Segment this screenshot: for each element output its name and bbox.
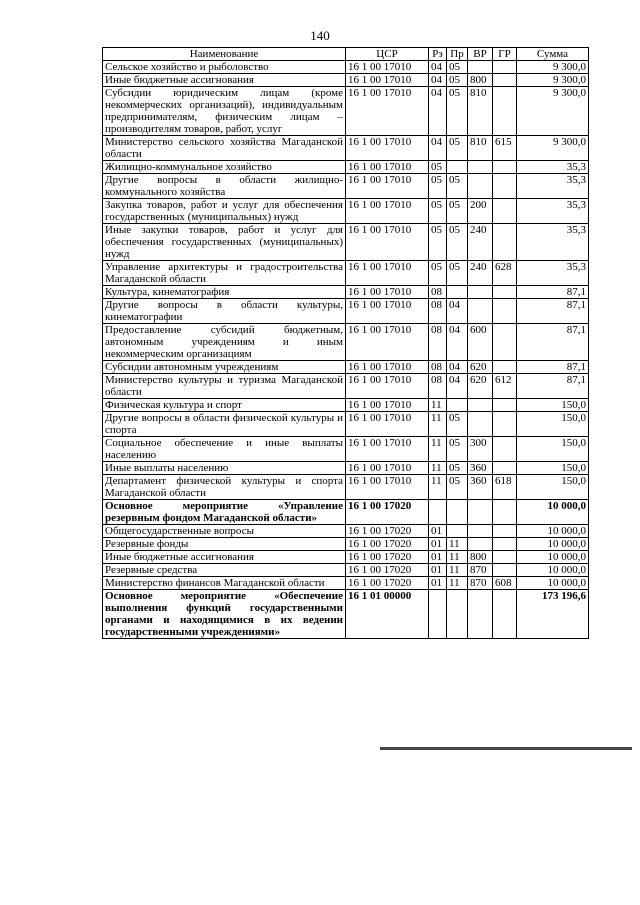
table-row [103,412,589,437]
cell-rz: 11 [429,412,447,437]
cell-rz: 11 [429,399,447,412]
table-body [103,61,589,639]
cell-name: Иные бюджетные ассигнования [103,551,346,564]
table-row [103,261,589,286]
cell-pr: 11 [447,551,468,564]
table-row [103,299,589,324]
cell-pr: 05 [447,437,468,462]
cell-name: Закупка товаров, работ и услуг для обеспечения государственных (муниципальных) нужд [103,199,346,224]
cell-pr: 11 [447,577,468,590]
cell-sum: 87,1 [517,299,589,324]
cell-csr: 16 1 00 17010 [346,61,429,74]
cell-gr [493,161,517,174]
cell-vr: 620 [468,361,493,374]
cell-gr [493,61,517,74]
cell-name: Другие вопросы в области физической культуры и спорта [103,412,346,437]
cell-pr [447,286,468,299]
cell-csr: 16 1 00 17020 [346,564,429,577]
cell-vr: 600 [468,324,493,361]
cell-sum: 87,1 [517,374,589,399]
cell-rz: 04 [429,74,447,87]
cell-vr [468,61,493,74]
table-row [103,174,589,199]
cell-csr: 16 1 00 17010 [346,286,429,299]
cell-sum: 9 300,0 [517,136,589,161]
cell-name: Резервные средства [103,564,346,577]
cell-name: Иные закупки товаров, работ и услуг для обеспечения государственных (муниципальных) нужд [103,224,346,261]
cell-gr [493,525,517,538]
header-sum: Сумма [517,48,589,61]
cell-sum: 150,0 [517,412,589,437]
cell-pr: 05 [447,462,468,475]
table-row [103,590,589,639]
cell-sum: 35,3 [517,224,589,261]
cell-name: Другие вопросы в области культуры, кинематографии [103,299,346,324]
cell-sum: 87,1 [517,324,589,361]
cell-pr [447,161,468,174]
cell-sum: 10 000,0 [517,577,589,590]
table-row [103,577,589,590]
cell-csr: 16 1 01 00000 [346,590,429,639]
cell-gr [493,590,517,639]
cell-name: Иные выплаты населению [103,462,346,475]
cell-vr: 810 [468,136,493,161]
cell-vr: 800 [468,551,493,564]
cell-gr [493,286,517,299]
cell-csr: 16 1 00 17010 [346,361,429,374]
cell-pr: 04 [447,374,468,399]
cell-vr: 240 [468,261,493,286]
cell-vr [468,174,493,199]
cell-vr: 200 [468,199,493,224]
page-number: 140 [310,28,330,43]
header-pr: Пр [447,48,468,61]
cell-csr: 16 1 00 17010 [346,299,429,324]
cell-vr [468,500,493,525]
cell-name: Жилищно-коммунальное хозяйство [103,161,346,174]
table-row [103,462,589,475]
cell-name: Министерство финансов Магаданской области [103,577,346,590]
cell-vr: 800 [468,74,493,87]
table-row [103,500,589,525]
cell-pr: 04 [447,299,468,324]
cell-gr [493,399,517,412]
table-row [103,199,589,224]
cell-rz: 01 [429,564,447,577]
cell-csr: 16 1 00 17010 [346,174,429,199]
cell-name: Культура, кинематография [103,286,346,299]
table-row [103,437,589,462]
header-gr: ГР [493,48,517,61]
cell-csr: 16 1 00 17010 [346,324,429,361]
cell-vr: 300 [468,437,493,462]
cell-rz: 05 [429,161,447,174]
cell-pr: 04 [447,361,468,374]
cell-gr: 615 [493,136,517,161]
cell-csr: 16 1 00 17020 [346,538,429,551]
cell-vr: 810 [468,87,493,136]
cell-gr: 612 [493,374,517,399]
table-row [103,374,589,399]
cell-gr [493,564,517,577]
table-row [103,538,589,551]
table-row [103,224,589,261]
cell-pr: 05 [447,475,468,500]
cell-vr [468,525,493,538]
cell-sum: 9 300,0 [517,61,589,74]
cell-sum: 10 000,0 [517,538,589,551]
cell-name: Общегосударственные вопросы [103,525,346,538]
cell-pr: 05 [447,74,468,87]
cell-sum: 10 000,0 [517,551,589,564]
cell-name: Предоставление субсидий бюджетным, автономным учреждениям и иным некоммерческим организациям [103,324,346,361]
cell-pr: 05 [447,224,468,261]
budget-table [102,47,589,639]
cell-csr: 16 1 00 17020 [346,500,429,525]
cell-gr [493,551,517,564]
cell-name: Другие вопросы в области жилищно-коммунального хозяйства [103,174,346,199]
cell-rz: 08 [429,324,447,361]
cell-name: Основное мероприятие «Управление резервным фондом Магаданской области» [103,500,346,525]
cell-rz: 01 [429,525,447,538]
cell-rz: 05 [429,224,447,261]
cell-gr [493,500,517,525]
cell-rz: 08 [429,361,447,374]
cell-csr: 16 1 00 17010 [346,161,429,174]
table-row [103,564,589,577]
cell-gr [493,412,517,437]
table-row [103,525,589,538]
cell-rz: 05 [429,261,447,286]
cell-csr: 16 1 00 17010 [346,87,429,136]
cell-pr [447,525,468,538]
header-csr: ЦСР [346,48,429,61]
cell-vr [468,538,493,551]
cell-pr: 05 [447,261,468,286]
cell-csr: 16 1 00 17010 [346,224,429,261]
cell-pr: 11 [447,538,468,551]
cell-name: Департамент физической культуры и спорта Магаданской области [103,475,346,500]
cell-pr: 05 [447,174,468,199]
cell-name: Министерство культуры и туризма Магаданской области [103,374,346,399]
table-header-row [103,48,589,61]
cell-gr [493,437,517,462]
cell-vr [468,286,493,299]
table-row [103,286,589,299]
cell-rz: 08 [429,299,447,324]
cell-rz: 01 [429,551,447,564]
table-row [103,161,589,174]
cell-rz: 11 [429,475,447,500]
cell-vr: 870 [468,564,493,577]
cell-sum: 10 000,0 [517,525,589,538]
cell-rz: 11 [429,462,447,475]
cell-gr [493,174,517,199]
cell-sum: 87,1 [517,286,589,299]
cell-pr [447,500,468,525]
cell-csr: 16 1 00 17010 [346,437,429,462]
cell-pr: 11 [447,564,468,577]
cell-name: Резервные фонды [103,538,346,551]
table-row [103,475,589,500]
cell-gr: 608 [493,577,517,590]
cell-vr: 360 [468,475,493,500]
table-row [103,361,589,374]
cell-pr: 05 [447,199,468,224]
header-name: Наименование [103,48,346,61]
cell-pr [447,590,468,639]
cell-rz: 08 [429,374,447,399]
cell-name: Субсидии юридическим лицам (кроме некоммерческих организаций), индивидуальным предпринимателям, физическим лицам – производителям товаров, работ, услуг [103,87,346,136]
cell-vr [468,399,493,412]
cell-rz [429,590,447,639]
table-row [103,87,589,136]
cell-vr: 360 [468,462,493,475]
cell-sum: 87,1 [517,361,589,374]
cell-gr: 628 [493,261,517,286]
cell-vr [468,161,493,174]
cell-sum: 9 300,0 [517,74,589,87]
cell-vr: 240 [468,224,493,261]
cell-rz: 11 [429,437,447,462]
cell-vr [468,299,493,324]
cell-csr: 16 1 00 17020 [346,577,429,590]
cell-pr: 04 [447,324,468,361]
cell-rz [429,500,447,525]
cell-sum: 35,3 [517,261,589,286]
cell-pr: 05 [447,61,468,74]
cell-pr [447,399,468,412]
cell-gr [493,299,517,324]
cell-sum: 35,3 [517,161,589,174]
cell-csr: 16 1 00 17010 [346,136,429,161]
cell-name: Иные бюджетные ассигнования [103,74,346,87]
header-rz: Рз [429,48,447,61]
cell-name: Министерство сельского хозяйства Магаданской области [103,136,346,161]
cell-gr [493,74,517,87]
cell-csr: 16 1 00 17010 [346,475,429,500]
cell-sum: 10 000,0 [517,500,589,525]
footer-rule [380,747,632,750]
cell-rz: 04 [429,136,447,161]
cell-gr: 618 [493,475,517,500]
cell-rz: 01 [429,538,447,551]
cell-csr: 16 1 00 17010 [346,462,429,475]
cell-csr: 16 1 00 17010 [346,374,429,399]
table-row [103,324,589,361]
cell-vr: 620 [468,374,493,399]
cell-rz: 08 [429,286,447,299]
cell-csr: 16 1 00 17010 [346,261,429,286]
cell-sum: 35,3 [517,174,589,199]
cell-sum: 150,0 [517,437,589,462]
cell-csr: 16 1 00 17020 [346,551,429,564]
cell-gr [493,224,517,261]
cell-vr: 870 [468,577,493,590]
cell-rz: 04 [429,61,447,74]
cell-rz: 05 [429,199,447,224]
cell-csr: 16 1 00 17020 [346,525,429,538]
cell-name: Физическая культура и спорт [103,399,346,412]
cell-pr: 05 [447,87,468,136]
cell-gr [493,87,517,136]
cell-vr [468,412,493,437]
cell-sum: 173 196,6 [517,590,589,639]
cell-gr [493,324,517,361]
cell-csr: 16 1 00 17010 [346,399,429,412]
table-row [103,551,589,564]
cell-csr: 16 1 00 17010 [346,412,429,437]
header-vr: ВР [468,48,493,61]
cell-rz: 05 [429,174,447,199]
cell-rz: 01 [429,577,447,590]
table-row [103,136,589,161]
cell-name: Основное мероприятие «Обеспечение выполнения функций государственными органами и находящимися в их ведении государственными учреждениями» [103,590,346,639]
cell-gr [493,361,517,374]
cell-name: Социальное обеспечение и иные выплаты населению [103,437,346,462]
cell-sum: 150,0 [517,399,589,412]
cell-pr: 05 [447,412,468,437]
cell-rz: 04 [429,87,447,136]
cell-csr: 16 1 00 17010 [346,74,429,87]
cell-sum: 35,3 [517,199,589,224]
table-row [103,399,589,412]
cell-sum: 9 300,0 [517,87,589,136]
cell-csr: 16 1 00 17010 [346,199,429,224]
cell-name: Субсидии автономным учреждениям [103,361,346,374]
cell-gr [493,538,517,551]
cell-vr [468,590,493,639]
cell-name: Сельское хозяйство и рыболовство [103,61,346,74]
table-row [103,74,589,87]
cell-sum: 150,0 [517,475,589,500]
cell-gr [493,462,517,475]
cell-name: Управление архитектуры и градостроительства Магаданской области [103,261,346,286]
cell-gr [493,199,517,224]
cell-sum: 10 000,0 [517,564,589,577]
cell-sum: 150,0 [517,462,589,475]
table-row [103,61,589,74]
cell-pr: 05 [447,136,468,161]
